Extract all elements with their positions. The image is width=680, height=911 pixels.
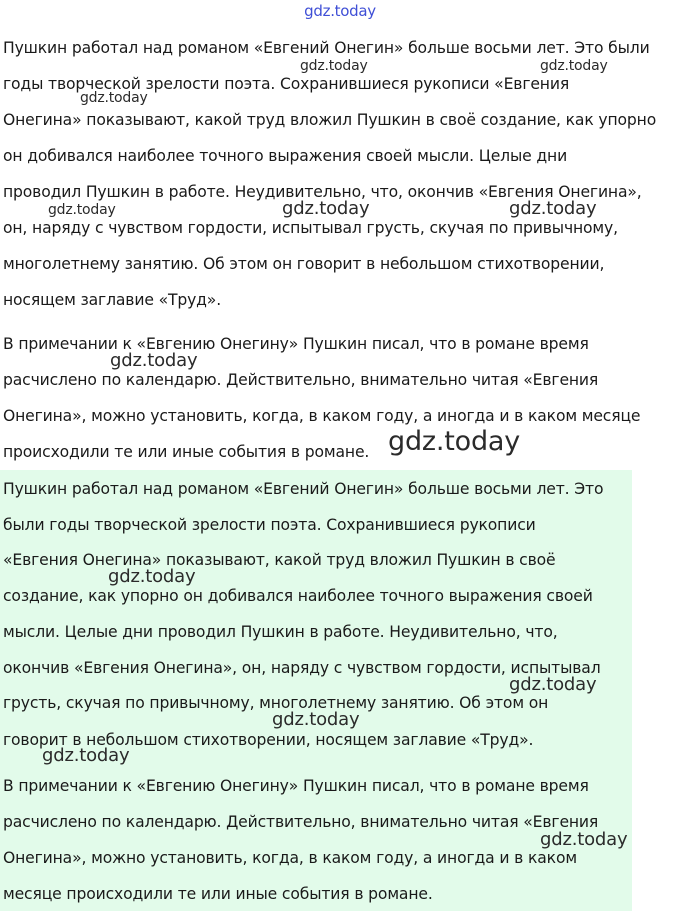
text-line: грусть, скучая по привычному, многолетнему занятию. Об этом он bbox=[3, 694, 549, 712]
text-line: Онегина», можно установить, когда, в каком году, а иногда и в каком месяце bbox=[3, 407, 641, 425]
text-line: расчислено по календарю. Действительно, внимательно читая «Евгения bbox=[3, 813, 599, 831]
text-line: месяце происходили те или иные события в романе. bbox=[3, 885, 433, 903]
site-logo[interactable]: gdz.today bbox=[304, 2, 376, 20]
text-line: многолетнему занятию. Об этом он говорит в небольшом стихотворении, bbox=[3, 255, 605, 273]
watermark: gdz.today bbox=[110, 350, 198, 371]
text-line: Онегина», можно установить, когда, в каком году, а иногда и в каком bbox=[3, 849, 577, 867]
watermark: gdz.today bbox=[108, 566, 196, 587]
text-line: были годы творческой зрелости поэта. Сохранившиеся рукописи bbox=[3, 516, 536, 534]
watermark: gdz.today bbox=[48, 202, 116, 218]
text-line: В примечании к «Евгению Онегину» Пушкин писал, что в романе время bbox=[3, 335, 589, 353]
text-line: создание, как упорно он добивался наиболее точного выражения своей bbox=[3, 587, 593, 605]
text-line: расчислено по календарю. Действительно, внимательно читая «Евгения bbox=[3, 371, 599, 389]
text-line: «Евгения Онегина» показывают, какой труд вложил Пушкин в своё bbox=[3, 551, 556, 569]
text-line: Пушкин работал над романом «Евгений Онегин» больше восьми лет. Это bbox=[3, 480, 604, 498]
text-line: он, наряду с чувством гордости, испытывал грусть, скучая по привычному, bbox=[3, 219, 618, 237]
watermark: gdz.today bbox=[282, 198, 370, 219]
text-line: проводил Пушкин в работе. Неудивительно, что, окончив «Евгения Онегина», bbox=[3, 183, 642, 201]
text-line: Онегина» показывают, какой труд вложил Пушкин в своё создание, как упорно bbox=[3, 111, 657, 129]
watermark: gdz.today bbox=[42, 745, 130, 766]
watermark: gdz.today bbox=[509, 674, 597, 695]
text-line: окончив «Евгения Онегина», он, наряду с чувством гордости, испытывал bbox=[3, 659, 601, 677]
watermark: gdz.today bbox=[300, 58, 368, 74]
text-line: мысли. Целые дни проводил Пушкин в работе. Неудивительно, что, bbox=[3, 623, 558, 641]
text-line: Пушкин работал над романом «Евгений Онегин» больше восьми лет. Это были bbox=[3, 39, 650, 57]
text-line: происходили те или иные события в романе. bbox=[3, 443, 370, 461]
text-line: В примечании к «Евгению Онегину» Пушкин писал, что в романе время bbox=[3, 777, 589, 795]
watermark: gdz.today bbox=[540, 58, 608, 74]
text-line: он добивался наиболее точного выражения своей мысли. Целые дни bbox=[3, 147, 568, 165]
watermark: gdz.today bbox=[540, 829, 628, 850]
watermark: gdz.today bbox=[388, 426, 521, 457]
watermark: gdz.today bbox=[272, 709, 360, 730]
text-line: носящем заглавие «Труд». bbox=[3, 291, 222, 309]
text-line: говорит в небольшом стихотворении, носящем заглавие «Труд». bbox=[3, 731, 534, 749]
watermark: gdz.today bbox=[80, 90, 148, 106]
watermark: gdz.today bbox=[509, 198, 597, 219]
text-line: годы творческой зрелости поэта. Сохранившиеся рукописи «Евгения bbox=[3, 75, 570, 93]
